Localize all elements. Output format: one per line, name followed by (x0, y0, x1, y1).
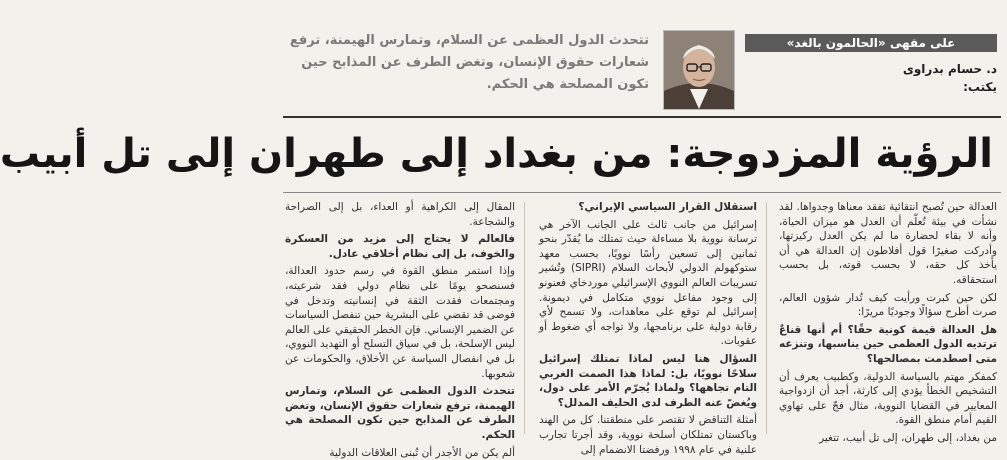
article-column-2 (539, 200, 757, 437)
author-role: يكتب: (842, 78, 997, 96)
headline: الرؤية المزدوجة: من بغداد إلى طهران إلى تل أبيب (283, 124, 993, 184)
paragraph: تتحدث الدول العظمى عن السلام، وتمارس الهيمنة، ترفع شعارات حقوق الإنسان، وتغض الطرف عن المذابح حين تكون المصلحة هي الحكم. (285, 384, 515, 442)
column-divider (766, 202, 767, 434)
author-photo (663, 30, 735, 110)
author-portrait-icon (664, 31, 734, 109)
paragraph: من بغداد، إلى طهران، إلى تل أبيب، تتغير (779, 431, 997, 446)
paragraph: استقلال القرار السياسي الإيراني؟ (539, 200, 757, 215)
paragraph: المقال إلى الكراهية أو العداء، بل إلى الصراحة والشجاعة. (285, 200, 515, 229)
paragraph: إسرائيل من جانب ثالث على الجانب الآخر هي ترسانة نووية بلا مساءلة حيث تمتلك ما يُقدّر بنحو ثمانين إلى تسعين رأسًا نوويًا، بحسب معهد ستوكهولم الدولي لأبحاث السلام (SIPRI) وتُشير تسريبات العالم النووي الإسرائيلي موردخاي فعنونو إلى وجود مفاعل نووي متكامل في ديمونة. إسرائيل لم توقع على معاهدات، ولا تسمح لأي رقابة دولية على برنامجها، ولا تواجه أي ضغوط أو عقوبات. (539, 218, 757, 349)
paragraph: فالعالم لا يحتاج إلى مزيد من العسكرة والخوف، بل إلى نظام أخلاقي عادل. (285, 232, 515, 261)
paragraph: كمفكر مهتم بالسياسة الدولية، وكطبيب يعرف أن التشخيص الخطأ يؤدي إلى كارثة، أجد أن ازدواجية المعايير في القضايا النووية، مثال فجّ على تهاوي القيم أمام منطق القوة. (779, 370, 997, 428)
paragraph: وإذا استمر منطق القوة في رسم حدود العدالة، فسنصحو يومًا على نظام دولي فقد شرعيته، ومجتمعات فقدت الثقة في إنسانيته وتدخل في فوضى قد تقضي على البشرية حين تنفصل السياسات عن الضمير الإنساني. فإن الخطر الحقيقي على العالم ليس الإسلحة، بل في سياق التسلح أو التهديد النووي، بل في انفصال السياسة عن الأخلاق، والحكومات عن شعوبها. (285, 264, 515, 381)
column-divider (524, 202, 525, 434)
article-column-1 (779, 200, 997, 437)
paragraph: أمثلة التناقض لا تقتصر على منطقتنا. كل من الهند وباكستان تمتلكان أسلحة نووية، وقد أجرتا تجارب علنية في عام ١٩٩٨ ورفضتا الانضمام إلى (539, 413, 757, 457)
article-column-3 (285, 200, 515, 437)
headline-divider (283, 192, 1001, 193)
paragraph: ألم يكن من الأجدر أن تُبنى العلاقات الدولية (285, 446, 515, 460)
newspaper-page (277, 0, 1007, 437)
column-tag: على مقهى «الحالمون بالغد» (745, 34, 997, 52)
top-divider (283, 116, 1001, 118)
paragraph: لكن حين كبرت ورأيت كيف تُدار شؤون العالم، صرت أطرح سؤالًا وجوديًا مريرًا: (779, 291, 997, 320)
paragraph: السؤال هنا ليس لماذا تمتلك إسرائيل سلاحًا نوويًا، بل: لماذا هذا الصمت الغربي التام تجاهها؟ ولماذا يُجرّم الأمر على دول، ويُغضّ عنه الطرف لدى الحليف المدلل؟ (539, 352, 757, 410)
author-block (842, 60, 997, 96)
paragraph: العدالة حين تُصبح انتقائية تفقد معناها وجدواها. لقد نشأت في بيئة تُعلّم أن العدل هو ميزان الحياة، وأنه لا بقاء لحضارة ما لم يكن العدل ركيزتها، وأدركت صغيرًا قول أفلاطون إن العدالة هي أن يأخذ كل حقه، لا بحسب قوته، بل بحسب استحقاقه. (779, 200, 997, 288)
author-name: د. حسام بدراوى (842, 60, 997, 78)
paragraph: هل العدالة قيمة كونية حقًا؟ أم أنها قناعٌ ترتديه الدول العظمى حين يناسبها، وتنزعه متى اصطدمت بمصالحها؟ (779, 323, 997, 367)
lede-quote: تتحدث الدول العظمى عن السلام، وتمارس الهيمنة، ترفع شعارات حقوق الإنسان، وتغض الطرف عن المذابح حين تكون المصلحة هي الحكم. (284, 30, 649, 96)
